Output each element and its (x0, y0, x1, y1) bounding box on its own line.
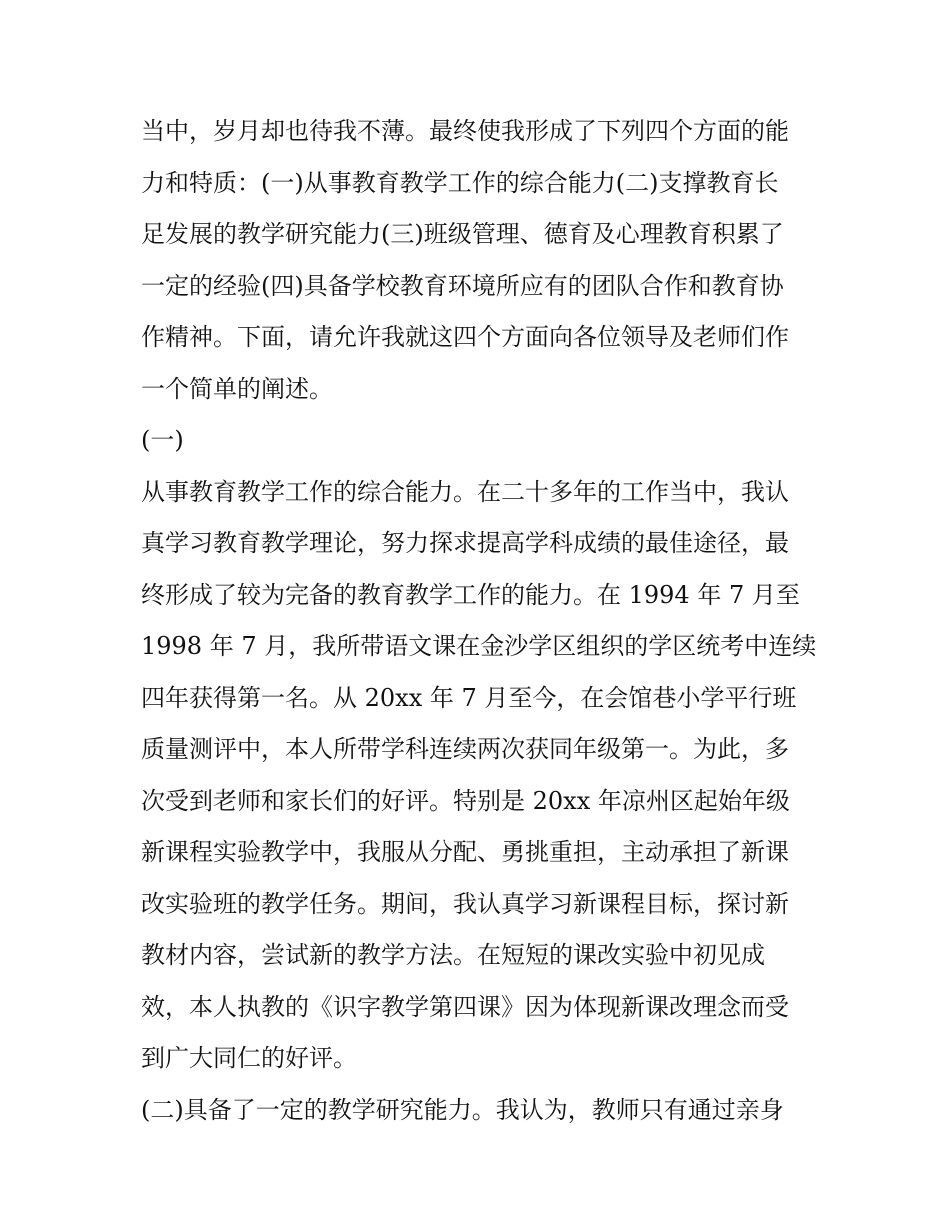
text-line: 教材内容，尝试新的教学方法。在短短的课改实验中初见成 (141, 941, 765, 969)
text-line: 力和特质：(一)从事教育教学工作的综合能力(二)支撑教育长 (141, 168, 779, 197)
text-line: 终形成了较为完备的教育教学工作的能力。在 1994 年 7 月至 (141, 580, 800, 609)
text-line: 次受到老师和家长们的好评。特别是 20xx 年凉州区起始年级 (141, 786, 790, 815)
text-line: 一定的经验(四)具备学校教育环境所应有的团队合作和教育协 (141, 271, 784, 300)
text-line: 作精神。下面，请允许我就这四个方面向各位领导及老师们作 (141, 323, 789, 351)
text-line: 改实验班的教学任务。期间，我认真学习新课程目标，探讨新 (141, 889, 789, 918)
text-line: 四年获得第一名。从 20xx 年 7 月至今，在会馆巷小学平行班 (141, 683, 797, 712)
text-line: 当中，岁月却也待我不薄。最终使我形成了下列四个方面的能 (141, 117, 789, 145)
text-line: 1998 年 7 月，我所带语文课在金沙学区组织的学区统考中连续 (141, 632, 817, 660)
text-line: 从事教育教学工作的综合能力。在二十多年的工作当中，我认 (141, 477, 789, 506)
document-body (141, 106, 821, 1136)
section-heading: (一) (141, 426, 184, 454)
text-line: 质量测评中，本人所带学科连续两次获同年级第一。为此，多 (141, 735, 789, 763)
text-line: 效，本人执教的《识字教学第四课》因为体现新课改理念而受 (141, 992, 789, 1021)
text-line: 新课程实验教学中，我服从分配、勇挑重担，主动承担了新课 (141, 838, 789, 866)
text-line: 一个简单的阐述。 (141, 374, 333, 403)
text-line: 到广大同仁的好评。 (141, 1044, 357, 1072)
text-line: 足发展的教学研究能力(三)班级管理、德育及心理教育积累了 (141, 220, 784, 248)
text-line: (二)具备了一定的教学研究能力。我认为，教师只有通过亲身 (141, 1095, 784, 1124)
text-line: 真学习教育教学理论，努力探求提高学科成绩的最佳途径，最 (141, 529, 789, 557)
